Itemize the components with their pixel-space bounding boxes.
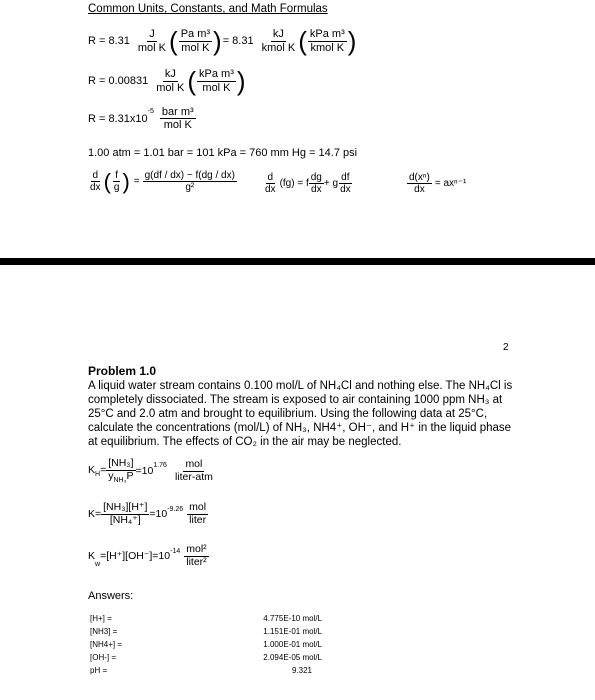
kw-body: =[H⁺][OH⁻]=10 (100, 550, 171, 563)
r3-exponent: -5 (147, 108, 154, 115)
r3-frac-den: mol K (163, 119, 192, 132)
answer-value: 1.000E-01 mol/L (263, 640, 322, 649)
answers-heading: Answers: (88, 590, 134, 602)
product-rule (263, 172, 353, 195)
answer-label: [NH4+] = (90, 640, 123, 649)
answer-label: [H+] = (90, 614, 112, 623)
kh-den (106, 471, 135, 485)
gas-constant-line-1 (88, 28, 357, 54)
kh-y-sub: NH₃ (113, 476, 127, 484)
r2-frac2-num: kPa m³ (199, 68, 234, 81)
prod-df-dx (338, 172, 353, 195)
gas-constant-line-3 (88, 106, 196, 131)
water-constant-equation (88, 544, 209, 568)
table-row (90, 625, 322, 638)
kh-num: [NH₃] (108, 457, 134, 469)
k-den: [NH₄⁺] (109, 513, 141, 526)
r2-fraction-2 (197, 68, 236, 93)
left-paren: ( (187, 66, 197, 96)
table-row (90, 612, 322, 625)
quotient-rule (88, 170, 237, 193)
r1-fraction-4 (308, 28, 347, 53)
r1-frac1-num: J (149, 28, 155, 41)
answer-label: [OH-] = (90, 653, 117, 662)
pow-num: d(xⁿ) (409, 172, 430, 183)
quot-dx: dx (90, 182, 101, 193)
r1-frac3-num: kJ (272, 28, 284, 41)
kw-unit-den: liter² (186, 555, 207, 568)
prod-d-dx (263, 172, 278, 195)
quot-rhs-num: g(df / dx) − f(dg / dx) (144, 170, 235, 181)
power-rule (407, 172, 466, 195)
pressure-conversions: 1.00 atm = 1.01 bar = 101 kPa = 760 mm Hg = 14.7 psi (88, 147, 358, 159)
k-unit-den: liter (189, 513, 207, 526)
henry-constant-equation (88, 458, 215, 484)
answer-value: 1.151E-01 mol/L (263, 627, 322, 636)
kh-k: K (88, 464, 96, 477)
problem-title: Problem 1.0 (88, 364, 157, 378)
kh-symbol: $K_H=$ (88, 464, 107, 479)
answer-value: 2.094E-05 mol/L (263, 653, 322, 662)
kw-k: K (88, 550, 96, 563)
r3-frac-num: bar m³ (161, 106, 194, 118)
gas-constant-line-2 (88, 68, 247, 94)
quot-g: g (113, 182, 120, 193)
r1-frac1-den: mol K (137, 41, 167, 54)
kh-eq: =10 (135, 465, 154, 478)
prod-dg-dx (309, 172, 324, 195)
answers-table (90, 612, 322, 677)
answer-value: 4.775E-10 mol/L (263, 614, 322, 623)
quot-rhs (143, 170, 237, 193)
k-units (187, 502, 208, 526)
r1-frac2-num: Pa m³ (180, 28, 211, 41)
prod-d: d (267, 172, 274, 183)
right-paren: ) (122, 168, 130, 194)
table-row (90, 638, 322, 651)
page-number: 2 (503, 342, 509, 353)
quot-f: f (115, 170, 119, 181)
k-num: [NH₃][H⁺] (103, 501, 148, 513)
quot-f-over-g (112, 170, 122, 193)
problem-statement: A liquid water stream contains 0.100 mol/L of NH₄Cl and nothing else. The NH₄Cl is completely dissociated. The stream is exposed to air containing 1000 ppm NH₃ at 25°C and 2.0 atm and brought to equilibrium. Using the following data at 25°C, calculate the concentrations (mol/L) of NH₃, NH4⁺, OH⁻, and H⁺ in the liquid phase at equilibrium. The effects of CO₂ in the air may be neglected. (88, 380, 513, 448)
kh-y: y (108, 469, 114, 482)
prod-df-den: dx (340, 184, 351, 195)
right-paren: ) (236, 66, 246, 96)
answer-label: [NH3] = (90, 627, 118, 636)
k-unit-num: mol (189, 501, 207, 513)
pow-rhs: = axⁿ⁻¹ (434, 178, 467, 189)
kw-exp: -14 (170, 548, 181, 555)
kw-sub: w (95, 561, 101, 569)
quot-d: d (92, 170, 99, 181)
page-title: Common Units, Constants, and Math Formulas (88, 3, 328, 15)
r2-frac1-den: mol K (156, 81, 185, 94)
pow-den: dx (414, 184, 425, 195)
r1-frac4-num: kPa m³ (309, 28, 345, 41)
r2-fraction-1 (154, 68, 186, 93)
page-divider (0, 258, 595, 265)
k-eq: =10 (149, 508, 168, 521)
r1-frac2-den: mol K (181, 41, 210, 54)
kw-units (184, 544, 208, 568)
quot-d-dx (88, 170, 103, 193)
r1-fraction-1 (136, 28, 168, 53)
k-exp: -9.26 (167, 506, 184, 513)
r2-prefix: R = 0.00831 (88, 75, 149, 87)
pow-fraction (407, 172, 432, 195)
table-row (90, 651, 322, 664)
prod-dx: dx (265, 184, 276, 195)
equals-sign: = (133, 176, 140, 187)
kh-sub: H (95, 471, 101, 479)
prod-fg: (fg) = f (279, 178, 309, 189)
kh-units (173, 459, 215, 483)
left-paren: ( (169, 26, 178, 56)
r1-mid: = 8.31 (222, 35, 254, 47)
r1-fraction-3 (260, 28, 298, 53)
answer-value: 9.321 (291, 666, 313, 675)
kh-exp: 1.76 (153, 462, 167, 469)
kh-fraction (106, 458, 135, 484)
left-paren: ( (103, 168, 111, 194)
right-paren: ) (213, 26, 222, 56)
r1-frac3-den: kmol K (261, 41, 296, 54)
r2-frac2-den: mol K (202, 81, 231, 94)
r2-frac1-num: kJ (164, 68, 176, 81)
answer-label: pH = (90, 666, 108, 675)
kw-unit-num: mol² (186, 543, 207, 555)
r3-prefix: R = 8.31x10 (88, 112, 148, 125)
kh-unit-den: liter-atm (174, 470, 213, 483)
k-fraction (101, 502, 149, 526)
kh-unit-num: mol (185, 458, 203, 471)
quot-rhs-den: g² (185, 182, 195, 193)
r3-fraction (160, 106, 196, 131)
prod-dg: dg (310, 172, 322, 183)
kh-p: P (126, 469, 134, 482)
r1-fraction-2 (179, 28, 212, 53)
right-paren: ) (347, 26, 357, 56)
prod-plus-g: + g (323, 178, 339, 189)
prod-dg-den: dx (311, 184, 322, 195)
r1-prefix: R = 8.31 (88, 35, 130, 47)
r1-frac4-den: kmol K (310, 41, 345, 54)
prod-df: df (341, 172, 350, 183)
dissociation-constant-equation (88, 502, 208, 526)
table-row (90, 664, 322, 677)
k-lhs: K= (88, 508, 102, 521)
left-paren: ( (298, 26, 307, 56)
